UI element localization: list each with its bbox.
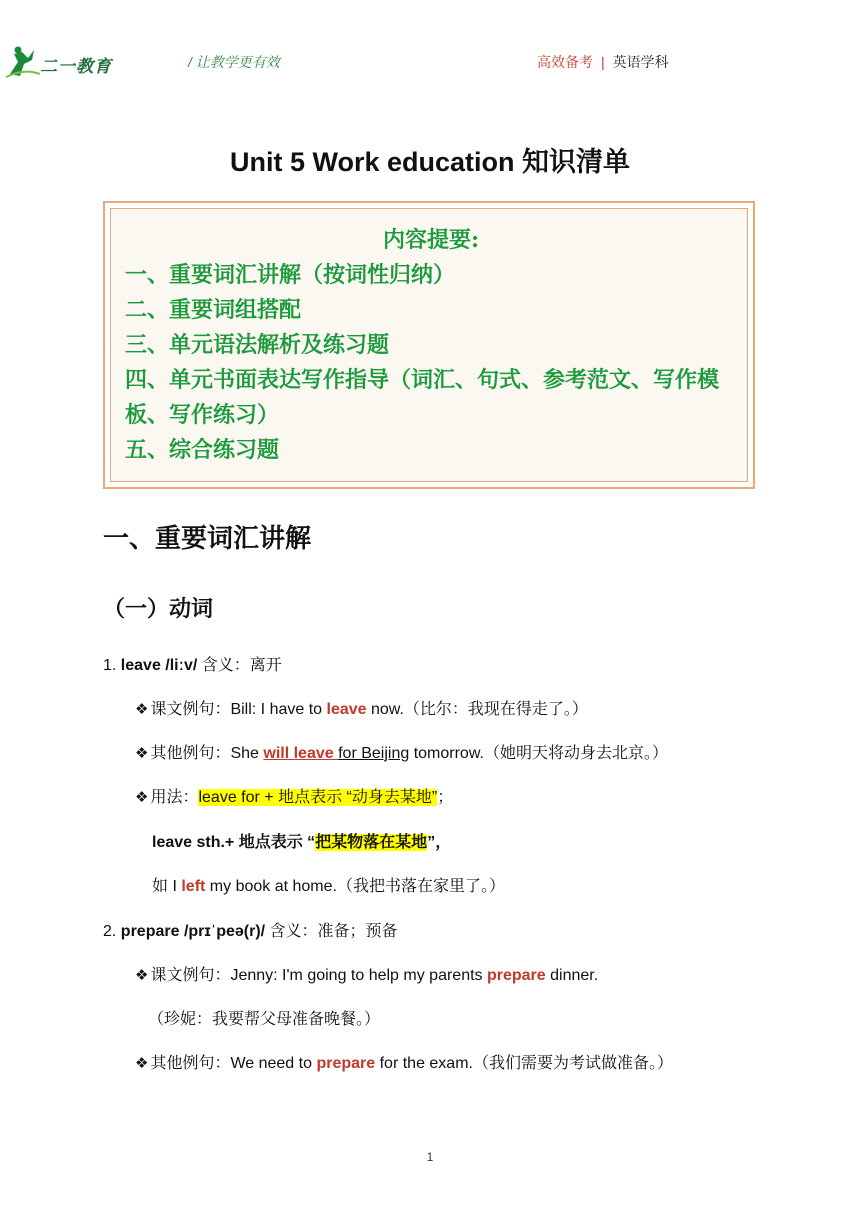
diamond-bullet-icon: ❖ <box>135 789 149 806</box>
example-textbook <box>135 696 588 719</box>
contents-item: 五、综合练习题 <box>125 437 280 463</box>
subsection-heading: （一）动词 <box>103 596 214 621</box>
keyword: will leave <box>263 745 339 762</box>
usage-line <box>135 784 453 807</box>
example-label: 如 I <box>152 878 182 895</box>
diamond-bullet-icon: ❖ <box>135 1055 149 1072</box>
word-meaning: 含义：离开 <box>197 657 282 674</box>
example-rest: for the exam.（我们需要为考试做准备。） <box>375 1055 673 1072</box>
keyword: leave <box>326 701 367 718</box>
usage-text: leave sth.+ 地点表示 “ <box>152 834 316 851</box>
example-translation: （珍妮：我要帮父母准备晚餐。） <box>148 1011 381 1028</box>
keyword: left <box>181 878 206 895</box>
header-subject: 英语学科 <box>612 54 669 70</box>
example-rest: dinner. <box>545 967 599 984</box>
usage-line-2 <box>152 829 451 852</box>
usage-text-end: ”， <box>427 834 452 851</box>
example-rest: tomorrow.（她明天将动身去北京。） <box>409 745 668 762</box>
keyword: prepare <box>486 967 546 984</box>
diamond-bullet-icon: ❖ <box>135 967 149 984</box>
usage-highlight: 把某物落在某地 <box>315 834 428 851</box>
word-number: 1. <box>103 657 117 674</box>
logo-text: 二一教育 <box>40 57 112 76</box>
word-headword: prepare /prɪˈpeə(r)/ <box>120 923 266 940</box>
header-exam-label: 高效备考 <box>537 54 593 70</box>
keyword: prepare <box>316 1055 376 1072</box>
contents-box-inner <box>110 208 748 482</box>
contents-box <box>103 201 755 489</box>
header-right <box>537 52 669 72</box>
example-textbook <box>135 962 598 985</box>
example-other <box>135 740 668 763</box>
header-separator: | <box>601 54 605 70</box>
word-meaning: 含义：准备；预备 <box>265 923 398 940</box>
header-slogan: / 让教学更有效 <box>188 54 280 70</box>
example-underlined: for Beijing <box>338 745 410 762</box>
word-entry-leave <box>103 652 282 675</box>
diamond-bullet-icon: ❖ <box>135 701 149 718</box>
contents-text <box>125 223 737 468</box>
contents-item: 二、重要词组搭配 <box>125 297 302 323</box>
document-title: Unit 5 Work education 知识清单 <box>229 147 631 177</box>
example-rest: now.（比尔：我现在得走了。） <box>366 701 588 718</box>
usage-highlight: leave for + 地点表示 “动身去某地” <box>198 789 438 806</box>
contents-heading: 内容提要: <box>382 227 480 253</box>
usage-label: 用法： <box>150 789 199 806</box>
example-label: 课文例句：Bill: I have to <box>150 701 327 718</box>
contents-item: 一、重要词汇讲解（按词性归纳） <box>125 262 456 288</box>
contents-item: 三、单元语法解析及练习题 <box>125 332 390 358</box>
usage-example <box>152 873 505 896</box>
word-number: 2. <box>103 923 117 940</box>
page-number: 1 <box>426 1150 434 1164</box>
example-other <box>135 1050 673 1073</box>
example-label: 其他例句：She <box>150 745 264 762</box>
example-label: 其他例句：We need to <box>150 1055 317 1072</box>
word-headword: leave /liːv/ <box>120 657 198 674</box>
example-rest: my book at home.（我把书落在家里了。） <box>205 878 505 895</box>
diamond-bullet-icon: ❖ <box>135 745 149 762</box>
example-label: 课文例句：Jenny: I'm going to help my parents <box>150 967 487 984</box>
contents-item: 四、单元书面表达写作指导（词汇、句式、参考范文、写作模板、写作练习） <box>125 367 720 428</box>
section-heading: 一、重要词汇讲解 <box>103 523 312 553</box>
word-entry-prepare <box>103 918 398 941</box>
usage-end: ； <box>437 789 454 806</box>
